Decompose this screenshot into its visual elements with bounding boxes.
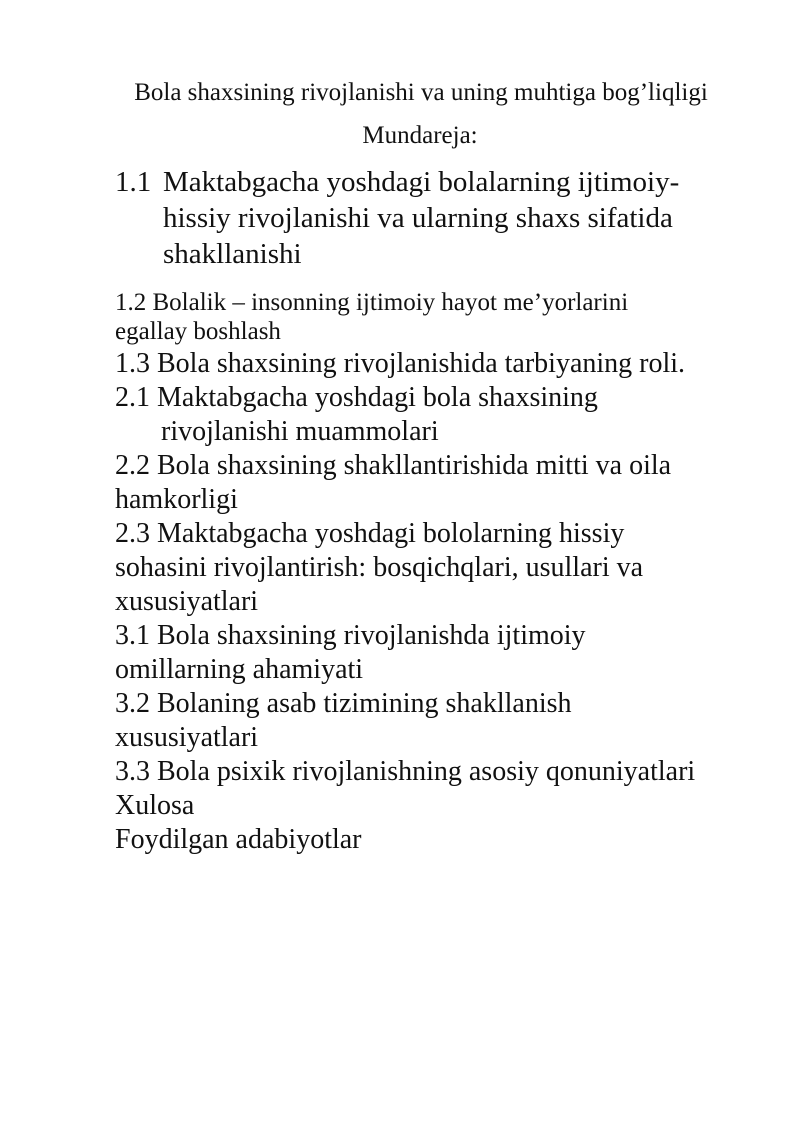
toc-item-line: hissiy rivojlanishi va ularning shaxs sifatida — [163, 202, 673, 234]
toc-item-2-2 — [115, 449, 755, 517]
toc-item-line: sohasini rivojlantirish: bosqichqlari, usullari va — [115, 552, 644, 583]
toc-item-1-2 — [115, 288, 755, 346]
toc-item-line: xususiyatlari — [115, 722, 259, 753]
toc-item-1-3 — [115, 347, 755, 381]
toc-item-line: 1.2 Bolalik – insonning ijtimoiy hayot me’yorlarini — [115, 289, 629, 316]
toc-item-line: hamkorligi — [115, 484, 238, 515]
toc-item-line: 2.1 Maktabgacha yoshdagi bola shaxsining — [115, 382, 598, 413]
toc-item-2-3 — [115, 517, 755, 619]
toc-item-3-2 — [115, 687, 755, 755]
toc-item-2-1 — [115, 381, 755, 449]
toc-item-line: egallay boshlash — [115, 318, 281, 345]
toc-item-line: 2.3 Maktabgacha yoshdagi bololarning hissiy — [115, 518, 625, 549]
toc-heading: Mundareja: — [362, 122, 478, 149]
document-title: Bola shaxsining rivojlanishi va uning muhtiga bog’liqligi — [134, 79, 708, 106]
toc-item-line: 3.2 Bolaning asab tizimining shakllanish — [115, 688, 572, 719]
toc-item-line — [115, 164, 755, 200]
toc-item-line: 3.1 Bola shaxsining rivojlanishda ijtimoiy — [115, 620, 586, 651]
toc-item-line: Xulosa — [115, 790, 195, 821]
toc-item-number: 1.1 — [115, 166, 152, 198]
toc-item-3-3 — [115, 755, 755, 789]
toc-item-conclusion — [115, 789, 755, 823]
toc-item-line: shakllanishi — [163, 238, 302, 270]
toc-item-line: 2.2 Bola shaxsining shakllantirishida mitti va oila — [115, 450, 672, 481]
toc-item-line: Foydilgan adabiyotlar — [115, 824, 362, 855]
toc-item-line: xususiyatlari — [115, 586, 259, 617]
toc-item-line: 3.3 Bola psixik rivojlanishning asosiy qonuniyatlari — [115, 756, 696, 787]
toc-item-line: rivojlanishi muammolari — [161, 416, 439, 447]
table-of-contents — [115, 164, 755, 857]
toc-item-1-1 — [115, 164, 755, 272]
toc-item-line: omillarning ahamiyati — [115, 654, 364, 685]
toc-item-line: 1.3 Bola shaxsining rivojlanishida tarbiyaning roli. — [115, 348, 686, 379]
toc-item-references — [115, 823, 755, 857]
toc-item-3-1 — [115, 619, 755, 687]
toc-item-text: Maktabgacha yoshdagi bolalarning ijtimoiy- — [163, 166, 680, 198]
